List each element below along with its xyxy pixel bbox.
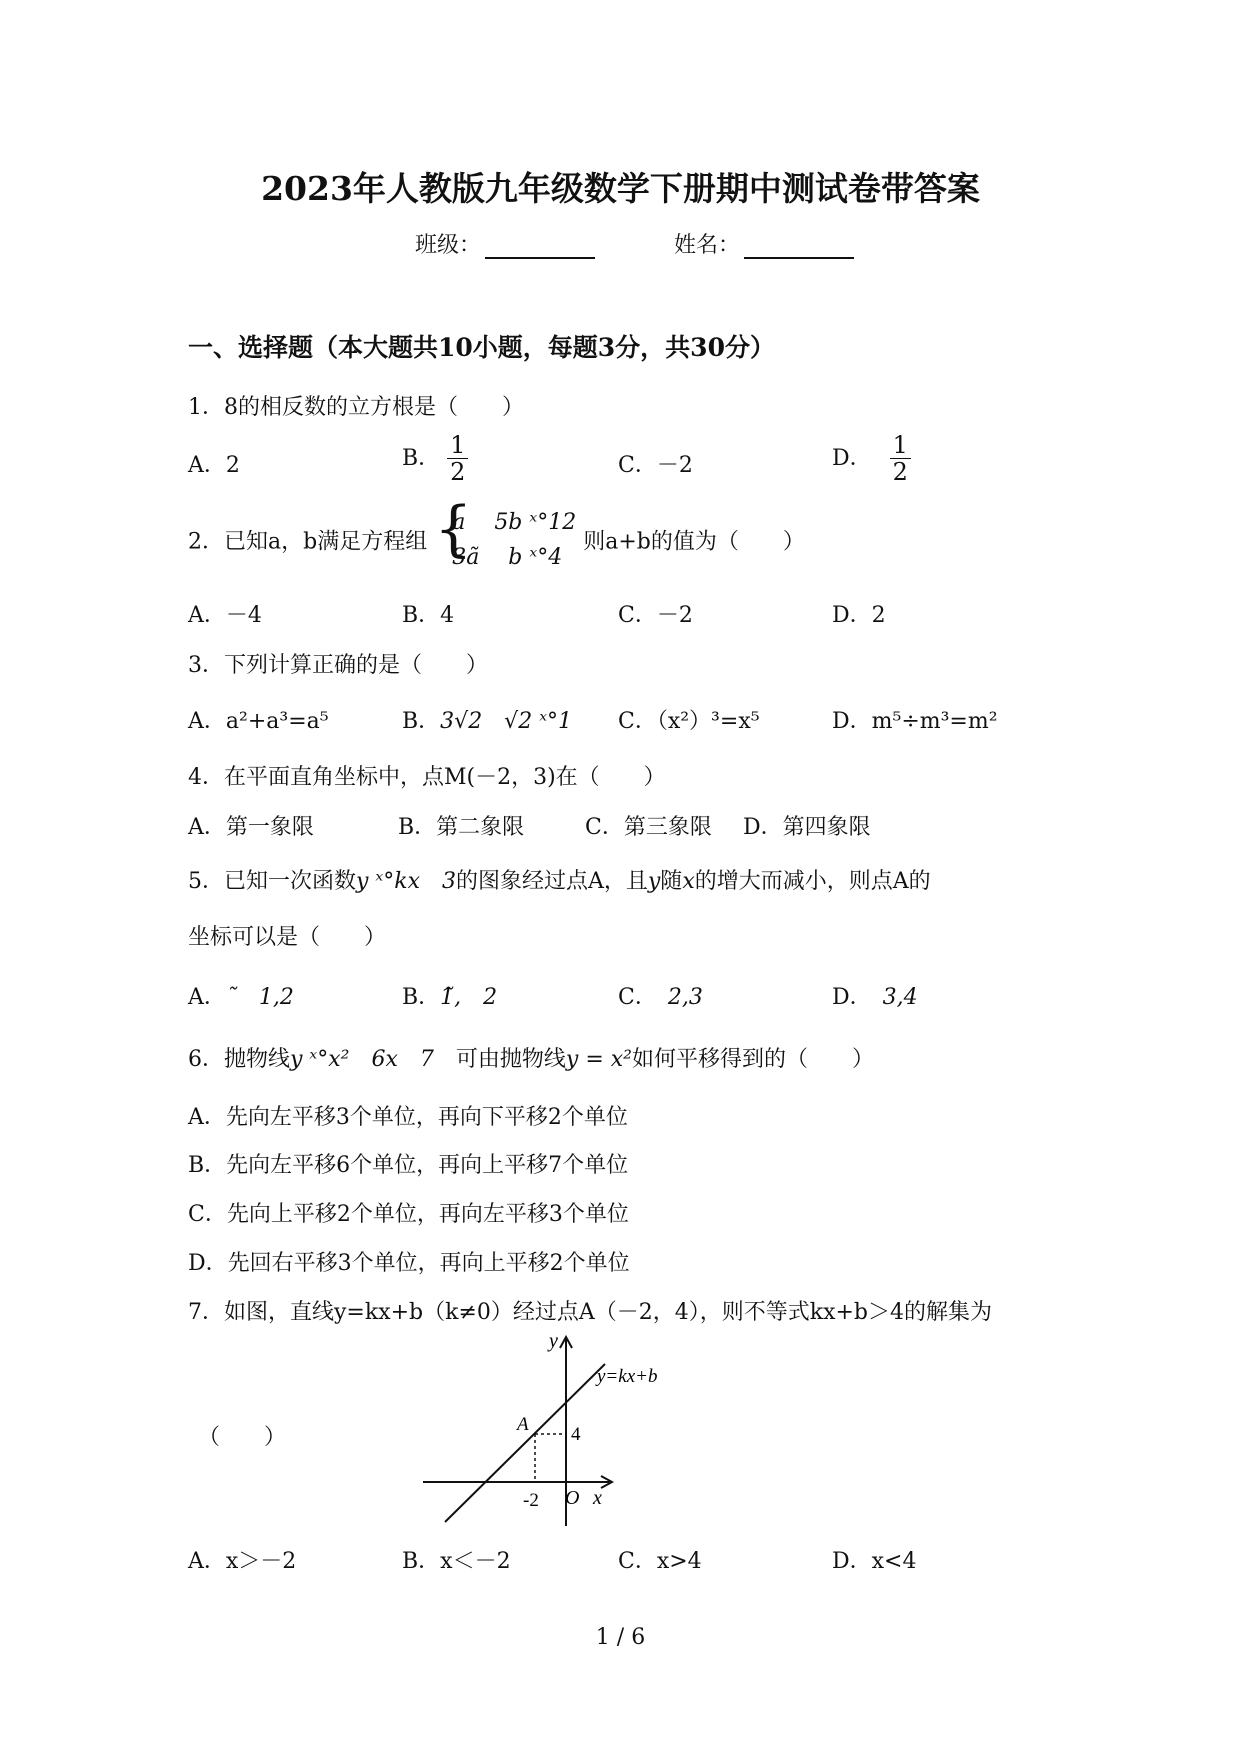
name-field [674,228,854,259]
page-number: 1 / 6 [595,1625,646,1650]
q5-stem-line2: 坐标可以是（ ） [188,925,387,950]
q4-option-a: A．第一象限 [188,815,314,840]
q2-option-c: C．－2 [618,603,693,628]
name-label: 姓名： [674,233,741,258]
left-brace: { [434,494,473,564]
q3-option-b: B．3√2 √2 ˣ°1 [402,709,573,734]
y-axis-label: y [549,1330,558,1352]
class-blank[interactable] [485,235,595,259]
q3-stem: 3．下列计算正确的是（ ） [188,653,488,678]
q2-stem: 2．已知a，b满足方程组 { a 5b ˣ°12 3ã b ˣ°4 则a+b的值为（ ） [188,505,805,575]
name-blank[interactable] [744,235,854,259]
q2-option-b: B．4 [402,603,455,628]
q1-option-c: C．－2 [618,453,693,478]
class-label: 班级： [415,233,482,258]
q6-option-d: D．先回右平移3个单位，再向上平移2个单位 [188,1251,630,1276]
q7-paren: （ ） [198,1425,287,1450]
q1-option-b: B． $\frac{1}{2}$ [402,432,468,486]
origin-label: O [565,1487,580,1509]
x-axis-label: x [593,1487,602,1509]
q7-stem: 7．如图，直线y=kx+b（k≠0）经过点A（－2，4），则不等式kx+b＞4的解集为 [188,1300,993,1325]
q7-option-d: D．x<4 [832,1549,917,1574]
q1-stem: 1．8的相反数的立方根是（ ） [188,395,524,420]
q1-option-d: D． $\frac{1}{2}$ [832,432,911,486]
q7-option-b: B．x＜－2 [402,1549,511,1574]
point-a-label: A [517,1414,529,1435]
q4-option-b: B．第二象限 [398,815,525,840]
page-title: 2023年人教版九年级数学下册期中测试卷带答案 [261,169,980,208]
tick-label-4: 4 [571,1424,581,1445]
q7-option-c: C．x>4 [618,1549,702,1574]
q2-option-a: A．－4 [188,603,262,628]
q6-option-c: C．先向上平移2个单位，再向左平移3个单位 [188,1202,629,1227]
q5-option-c: C． 2,3 [618,985,703,1010]
q2-equation-system: { a 5b ˣ°12 3ã b ˣ°4 [434,494,577,571]
q7-figure [415,1330,685,1530]
q4-option-d: D．第四象限 [743,815,871,840]
q6-stem: 6．抛物线y ˣ°x² 6x 7 可由抛物线y = x²如何平移得到的（ ） [188,1047,874,1072]
q5-option-b: B．1̃, 2 [402,985,498,1010]
section-heading: 一、选择题（本大题共10小题，每题3分，共30分） [188,333,775,362]
tick-label-neg2: -2 [523,1490,539,1511]
q7-option-a: A．x＞－2 [188,1549,297,1574]
q5-option-a: A．˜ 1,2 [188,985,294,1010]
q3-option-d: D．m⁵÷m³=m² [832,709,998,734]
line-label: y=kx+b [597,1366,658,1387]
q5-option-d: D． 3,4 [832,985,918,1010]
q3-option-c: C．（x²）³=x⁵ [618,709,760,734]
class-field [415,228,595,259]
q6-option-a: A．先向左平移3个单位，再向下平移2个单位 [188,1105,628,1130]
q1-d-fraction: $\frac{1}{2}$ [890,432,911,486]
q6-option-b: B．先向左平移6个单位，再向上平移7个单位 [188,1153,629,1178]
q1-option-a: A．2 [188,453,240,478]
q3-option-a: A．a²+a³=a⁵ [188,709,329,734]
q5-stem: 5．已知一次函数y ˣ°kx 3的图象经过点A，且y随x的增大而减小，则点A的 [188,869,931,894]
q4-stem: 4．在平面直角坐标中，点M(－2，3)在（ ） [188,765,666,790]
q4-option-c: C．第三象限 [585,815,712,840]
q2-option-d: D．2 [832,603,886,628]
q1-b-fraction: $\frac{1}{2}$ [447,432,468,486]
